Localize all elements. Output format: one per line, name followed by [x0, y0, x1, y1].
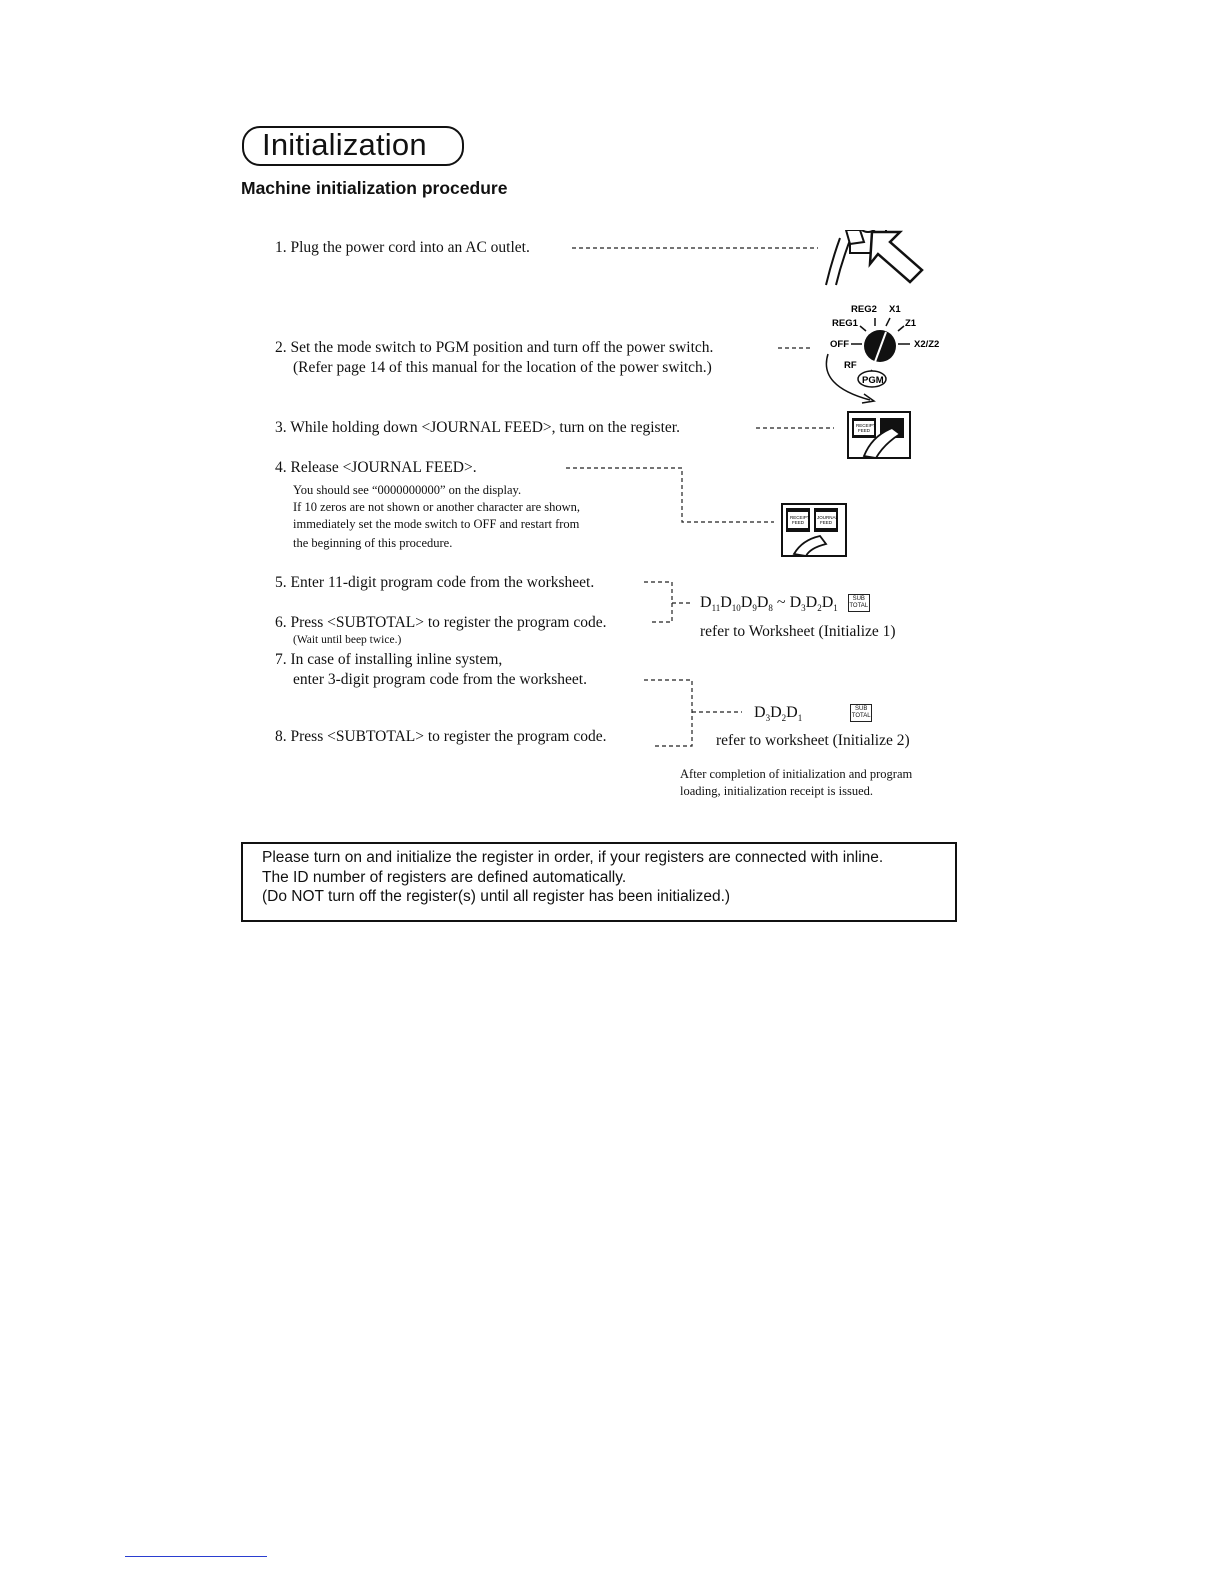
step-1-diagram [570, 230, 940, 290]
step-7: 7. In case of installing inline system, [275, 651, 503, 668]
journal-feed-key-icon [848, 412, 910, 458]
code-digit-index: 2 [817, 603, 822, 614]
code-digit-index: 8 [768, 603, 773, 614]
journal-key-release-icon [782, 504, 846, 556]
svg-text:RECEIPT: RECEIPT [856, 423, 876, 428]
mode-pgm-label: PGM [862, 375, 884, 386]
step-2: 2. Set the mode switch to PGM position and turn off the power switch. [275, 339, 714, 356]
mode-z1-label: Z1 [905, 318, 917, 329]
mode-switch-icon [770, 296, 950, 406]
code-digit-index: 1 [797, 713, 803, 724]
svg-text:FEED: FEED [792, 520, 805, 525]
program-code-2-ref: refer to worksheet (Initialize 2) [716, 732, 910, 749]
mode-reg2-label: REG2 [851, 304, 877, 315]
step-4-note-3: immediately set the mode switch to OFF and restart from [293, 517, 580, 531]
step-4-note-1: You should see “0000000000” on the display. [293, 483, 522, 497]
svg-text:FEED: FEED [820, 520, 833, 525]
svg-text:FEED: FEED [858, 428, 871, 433]
svg-text:JOURNAL: JOURNAL [817, 515, 839, 520]
code-digit-index: 10 [731, 603, 741, 614]
code-digit-index: 11 [711, 603, 721, 614]
program-code-2 [754, 704, 872, 723]
completion-note-1: After completion of initialization and program [680, 767, 913, 781]
code-digit-base: D [805, 594, 818, 611]
step-4: 4. Release <JOURNAL FEED>. [275, 459, 477, 476]
subtotal-key-icon: SUB TOTAL [850, 704, 872, 722]
step-1: 1. Plug the power cord into an AC outlet. [275, 239, 530, 256]
step-7-detail: enter 3-digit program code from the worksheet. [293, 671, 587, 688]
plug-in-arrow-icon [870, 232, 922, 282]
code-digit-index: 1 [833, 603, 838, 614]
code-digit-base: D [821, 594, 834, 611]
footer-rule [125, 1556, 267, 1557]
step-3-diagram [752, 410, 922, 462]
section-subtitle: Machine initialization procedure [241, 178, 508, 198]
notice-line-1: Please turn on and initialize the register in order, if your registers are connected with inline. [262, 849, 884, 866]
step-6: 6. Press <SUBTOTAL> to register the program code. [275, 614, 607, 631]
step-2-note: (Refer page 14 of this manual for the location of the power switch.) [293, 359, 712, 376]
notice-line-3: (Do NOT turn off the register(s) until all register has been initialized.) [262, 888, 731, 905]
svg-text:RECEIPT: RECEIPT [790, 515, 810, 520]
code-digit-index: 3 [765, 713, 771, 724]
step-3: 3. While holding down <JOURNAL FEED>, turn on the register. [275, 419, 680, 436]
code-digit-base: D [720, 594, 732, 611]
code-digit-base: D [756, 594, 769, 611]
program-code-1-ref: refer to Worksheet (Initialize 1) [700, 623, 896, 640]
code-digit-base: D [700, 594, 712, 611]
step-6-note: (Wait until beep twice.) [293, 634, 402, 646]
code-digit-base: ~ D [772, 594, 802, 611]
mode-reg1-label: REG1 [832, 318, 858, 329]
page-title: Initialization [262, 127, 427, 162]
code-digit-base: D [770, 704, 782, 721]
subtotal-key-icon: SUB TOTAL [848, 594, 870, 612]
mode-x1-label: X1 [889, 304, 901, 315]
step-8: 8. Press <SUBTOTAL> to register the program code. [275, 728, 607, 745]
step-4-note-2: If 10 zeros are not shown or another character are shown, [293, 500, 581, 514]
step-4-diagram [560, 460, 860, 560]
code-digit-index: 3 [801, 603, 806, 614]
program-code-1 [700, 594, 870, 613]
code-digit-index: 2 [781, 713, 787, 724]
completion-note-2: loading, initialization receipt is issued. [680, 784, 874, 798]
mode-x2z2-label: X2/Z2 [914, 339, 940, 350]
code-digit-index: 9 [752, 603, 757, 614]
step-4-note-4: the beginning of this procedure. [293, 536, 453, 550]
code-digit-base: D [754, 704, 766, 721]
code-digit-base: D [786, 704, 798, 721]
steps-5-6-bracket [640, 576, 700, 632]
step-5: 5. Enter 11-digit program code from the worksheet. [275, 574, 595, 591]
notice-line-2: The ID number of registers are defined automatically. [262, 869, 627, 886]
mode-rf-label: RF [844, 360, 857, 371]
mode-off-label: OFF [830, 339, 849, 350]
code-digit-base: D [740, 594, 753, 611]
